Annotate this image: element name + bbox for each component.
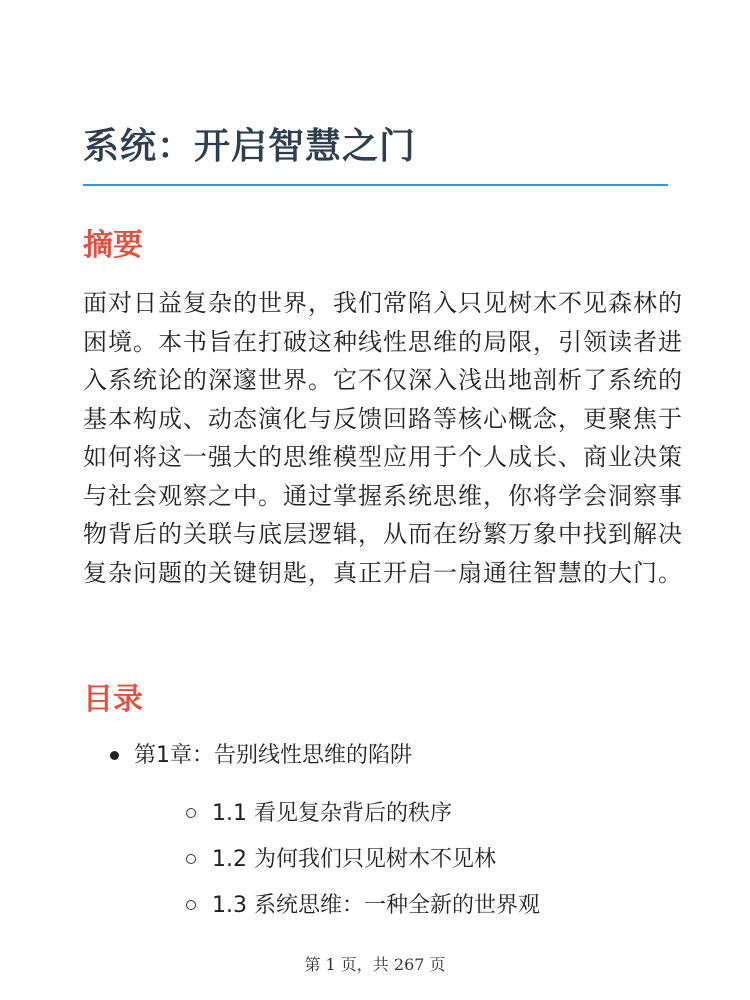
bullet-circle-icon — [186, 808, 196, 818]
toc-section-label: 1.3 系统思维：一种全新的世界观 — [212, 893, 540, 918]
bullet-circle-icon — [186, 854, 196, 864]
page-title: 系统：开启智慧之门 — [83, 126, 417, 167]
toc-section-1-2 — [134, 840, 670, 880]
toc-section-1-3 — [134, 886, 670, 926]
table-of-contents — [110, 736, 670, 932]
toc-section-label: 1.1 看见复杂背后的秩序 — [212, 801, 452, 826]
toc-chapter-label: 第1章：告别线性思维的陷阱 — [134, 743, 412, 768]
toc-section-1-1 — [134, 794, 670, 834]
toc-heading: 目录 — [83, 682, 143, 717]
abstract-text: 面对日益复杂的世界，我们常陷入只见树木不见森林的困境。本书旨在打破这种线性思维的局限，引领读者进入系统论的深邃世界。它不仅深入浅出地剖析了系统的基本构成、动态演化与反馈回路等核心概念，更聚焦于如何将这一强大的思维模型应用于个人成长、商业决策与社会观察之中。通过掌握系统思维，你将学会洞察事物背后的关联与底层逻辑，从而在纷繁万象中找到解决复杂问题的关键钥匙，真正开启一扇通往智慧的大门。 — [83, 289, 683, 587]
page-number-footer: 第 1 页，共 267 页 — [304, 955, 446, 974]
abstract-heading: 摘要 — [83, 228, 143, 263]
toc-section-label: 1.2 为何我们只见树木不见林 — [212, 847, 496, 872]
bullet-dot-icon — [110, 751, 119, 760]
toc-section-list — [134, 794, 670, 926]
bullet-circle-icon — [186, 900, 196, 910]
toc-chapter-1 — [110, 736, 670, 926]
title-divider — [83, 184, 668, 186]
